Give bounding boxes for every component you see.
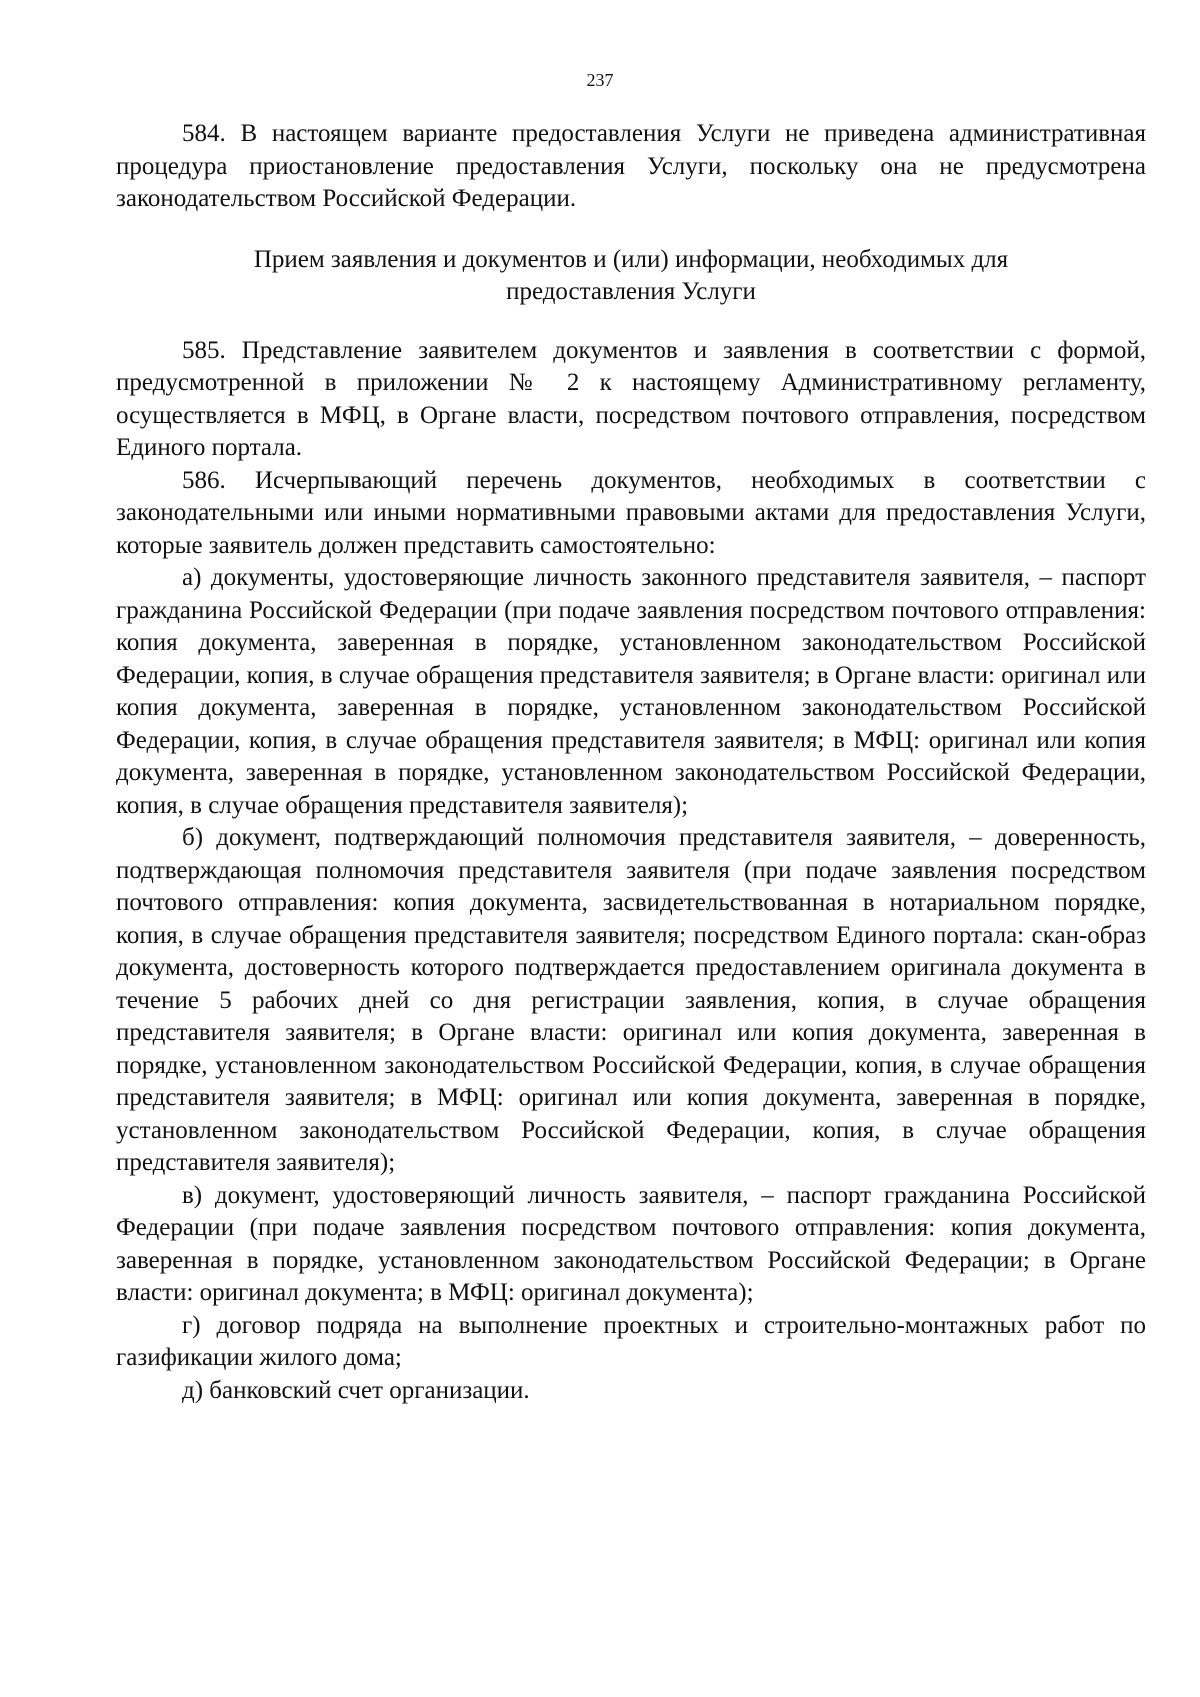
paragraph-585: 585. Представление заявителем документов и заявления в соответствии с формой, предусмотренной в приложении № 2 к настоящему Административному регламенту, осуществляется в МФЦ, в Органе власти, посредством почтового отправления, посредством Единого портала.: [116, 336, 1146, 461]
section-heading: Прием заявления и документов и (или) информации, необходимых для предоставления Услуги: [253, 245, 1009, 305]
list-item-a: а) документы, удостоверяющие личность законного представителя заявителя, – паспорт гражданина Российской Федерации (при подаче заявления посредством почтового отправления: копия документа, заверенная в порядке, установленном законодательством Российской Федерации, копия, в случае обращения представителя заявителя; в Органе власти: оригинал или копия документа, заверенная в порядке, установленном законодательством Российской Федерации, копия, в случае обращения представителя заявителя; в МФЦ: оригинал или копия документа, заверенная в порядке, установленном законодательством Российской Федерации, копия, в случае обращения представителя заявителя);: [116, 564, 1146, 819]
document-body: [116, 118, 1146, 1407]
list-item-d: д) банковский счет организации.: [182, 1376, 530, 1404]
paragraph-586: 586. Исчерпывающий перечень документов, необходимых в соответствии с законодательными или иными нормативными правовыми актами для предоставления Услуги, которые заявитель должен представить самостоятельно:: [116, 466, 1146, 559]
page-number: 237: [586, 70, 614, 90]
list-item-v: в) документ, удостоверяющий личность заявителя, – паспорт гражданина Российской Федерации (при подаче заявления посредством почтового отправления: копия документа, заверенная в порядке, установленном законодательством Российской Федерации; в Органе власти: оригинал документа; в МФЦ: оригинал документа);: [116, 1181, 1146, 1306]
paragraph-584: 584. В настоящем варианте предоставления Услуги не приведена административная процедура приостановление предоставления Услуги, поскольку она не предусмотрена законодательством Российской Федерации.: [116, 120, 1146, 212]
list-item-b: б) документ, подтверждающий полномочия представителя заявителя, – доверенность, подтверждающая полномочия представителя заявителя (при подаче заявления посредством почтового отправления: копия документа, засвидетельствованная в нотариальном порядке, копия, в случае обращения представителя заявителя; посредством Единого портала: скан-образ документа, достоверность которого подтверждается предоставлением оригинала документа в течение 5 рабочих дней со дня регистрации заявления, копия, в случае обращения представителя заявителя; в Органе власти: оригинал или копия документа, заверенная в порядке, установленном законодательством Российской Федерации, копия, в случае обращения представителя заявителя; в МФЦ: оригинал или копия документа, заверенная в порядке, установленном законодательством Российской Федерации, копия, в случае обращения представителя заявителя);: [116, 824, 1146, 1176]
list-item-g: г) договор подряда на выполнение проектных и строительно-монтажных работ по газификации жилого дома;: [116, 1311, 1146, 1371]
